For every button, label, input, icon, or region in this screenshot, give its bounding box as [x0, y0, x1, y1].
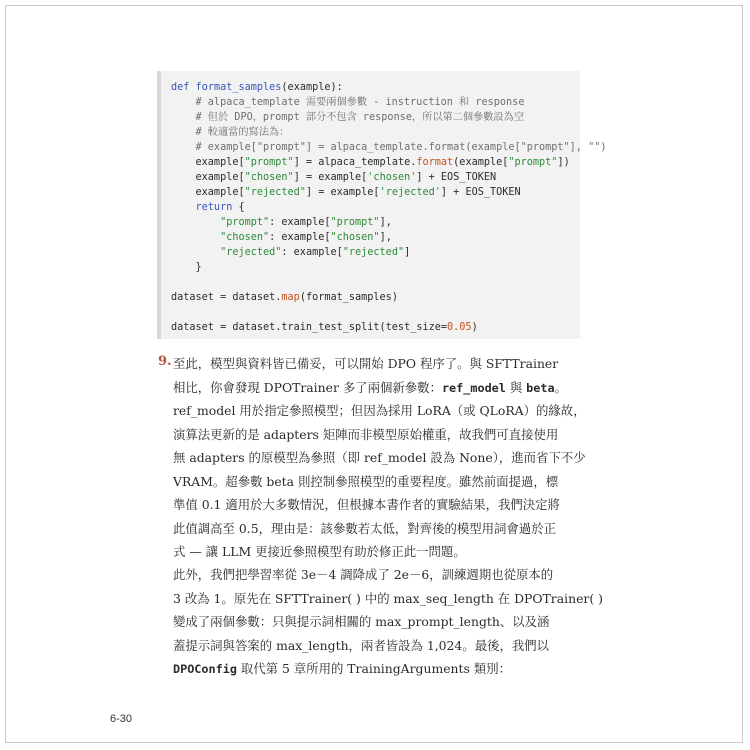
text-span: 相比，你會發現 DPOTrainer 多了兩個新參數： [173, 379, 442, 395]
text-line: 至此，模型與資料皆已備妥，可以開始 DPO 程序了。與 SFTTrainer [173, 356, 559, 371]
inline-code-ref-model: ref_model [441, 380, 506, 395]
code-string: "prompt" [171, 217, 270, 228]
code-line [171, 245, 580, 260]
code-string: "prompt" [330, 217, 380, 228]
text-line [173, 657, 580, 681]
code-function: format_samples [195, 82, 282, 93]
code-line [171, 200, 580, 215]
code-comment: # example["prompt"] = alpaca_template.format(example["prompt"], "") [171, 142, 607, 153]
code-text: ] = example[ [305, 187, 380, 198]
text-line [173, 376, 580, 400]
paragraph-hyperparams [173, 563, 603, 681]
code-text: : example[ [269, 217, 331, 228]
code-line: } [171, 262, 202, 273]
code-text: (format_samples) [299, 292, 398, 303]
text-line: 準值 0.1 適用於大多數情況，但根據本書作者的實驗結果，我們決定將 [173, 497, 560, 512]
page-number: 6-30 [110, 713, 133, 725]
text-span: 。 [554, 379, 567, 395]
text-line: VRAM。超參數 beta 則控制參照模型的重要程度。雖然前面提過，標 [173, 473, 559, 489]
code-text: : example[ [281, 247, 343, 258]
code-string: "rejected" [171, 247, 282, 258]
code-function: map [281, 292, 300, 303]
code-keyword: return [171, 202, 233, 213]
code-string: "chosen" [330, 232, 380, 243]
code-text: ) [471, 322, 478, 333]
code-blank-line [171, 305, 580, 320]
code-line [171, 230, 580, 245]
text-line: 3 改為 1。原先在 SFTTrainer( ) 中的 max_seq_length 在 DPOTrainer( ) [173, 590, 603, 606]
code-line [171, 215, 580, 230]
code-text: (example[ [453, 157, 509, 168]
code-line [171, 185, 580, 200]
code-text: ]) [557, 157, 570, 168]
code-block [157, 71, 607, 339]
code-comment: # 但於 DPO，prompt 部分不包含 response，所以第二個參數設為空 [171, 112, 525, 123]
code-string: "chosen" [171, 232, 270, 243]
code-string: "prompt" [244, 157, 294, 168]
text-line: 此外，我們把學習率從 3e－4 調降成了 2e－6，訓練週期也從原本的 [173, 567, 554, 582]
code-text: ] = alpaca_template. [293, 157, 417, 168]
code-keyword: def [171, 82, 190, 93]
step-number: 9. [158, 354, 172, 369]
code-line [171, 320, 580, 335]
text-span: 取代第 5 章所用的 TrainingArguments 類別： [236, 661, 511, 676]
code-string: "rejected" [342, 247, 405, 258]
code-text: ] + EOS_TOKEN [440, 187, 521, 198]
code-text: ] + EOS_TOKEN [416, 172, 497, 183]
text-line: 無 adapters 的原模型為參照（即 ref_model 設為 None），進而省下不少 [173, 450, 586, 465]
text-line: 蓋提示詞與答案的 max_length，兩者皆設為 1,024。最後，我們以 [173, 637, 550, 653]
code-text: { [232, 202, 245, 213]
code-number: 0.05 [447, 322, 472, 333]
text-span: 與 [505, 379, 527, 395]
code-text: (example): [281, 82, 343, 93]
text-line: 式 — 讓 LLM 更接近參照模型有助於修正此一問題。 [173, 544, 466, 559]
code-blank-line [171, 275, 580, 290]
code-text: ] = example[ [293, 172, 368, 183]
code-text: ], [379, 232, 392, 243]
text-line: 變成了兩個參數：只與提示詞相關的 max_prompt_length、以及涵 [173, 614, 550, 629]
code-text: example[ [171, 172, 245, 183]
code-string: "rejected" [244, 187, 306, 198]
code-string: 'rejected' [379, 187, 441, 198]
code-text: example[ [171, 157, 245, 168]
code-string: 'chosen' [367, 172, 417, 183]
code-comment: # 較適當的寫法為： [171, 127, 290, 138]
code-text: dataset = dataset. [171, 292, 282, 303]
code-function: format [416, 157, 454, 168]
code-comment: # alpaca_template 需要兩個參數 - instruction 和 response [171, 97, 525, 108]
code-text: ], [379, 217, 392, 228]
code-string: "chosen" [244, 172, 294, 183]
code-line [171, 80, 580, 95]
text-line: 演算法更新的是 adapters 矩陣而非模型原始權重，故我們可直接使用 [173, 426, 559, 442]
code-text: dataset = dataset.train_test_split(test_size= [171, 322, 448, 333]
code-line [171, 290, 580, 305]
code-text: : example[ [269, 232, 331, 243]
inline-code-beta: beta [526, 380, 555, 395]
code-line [171, 155, 580, 170]
inline-code-dpoconfig: DPOConfig [173, 662, 237, 676]
paragraph-dpo-intro [173, 352, 586, 564]
code-string: "prompt" [508, 157, 558, 168]
code-text: ] [404, 247, 411, 258]
text-line: ref_model 用於指定參照模型；但因為採用 LoRA（或 QLoRA）的緣故， [173, 403, 586, 418]
text-line: 此值調高至 0.5，理由是：該參數若太低，對齊後的模型用詞會過於正 [173, 520, 556, 536]
code-text: example[ [171, 187, 245, 198]
code-line [171, 170, 580, 185]
